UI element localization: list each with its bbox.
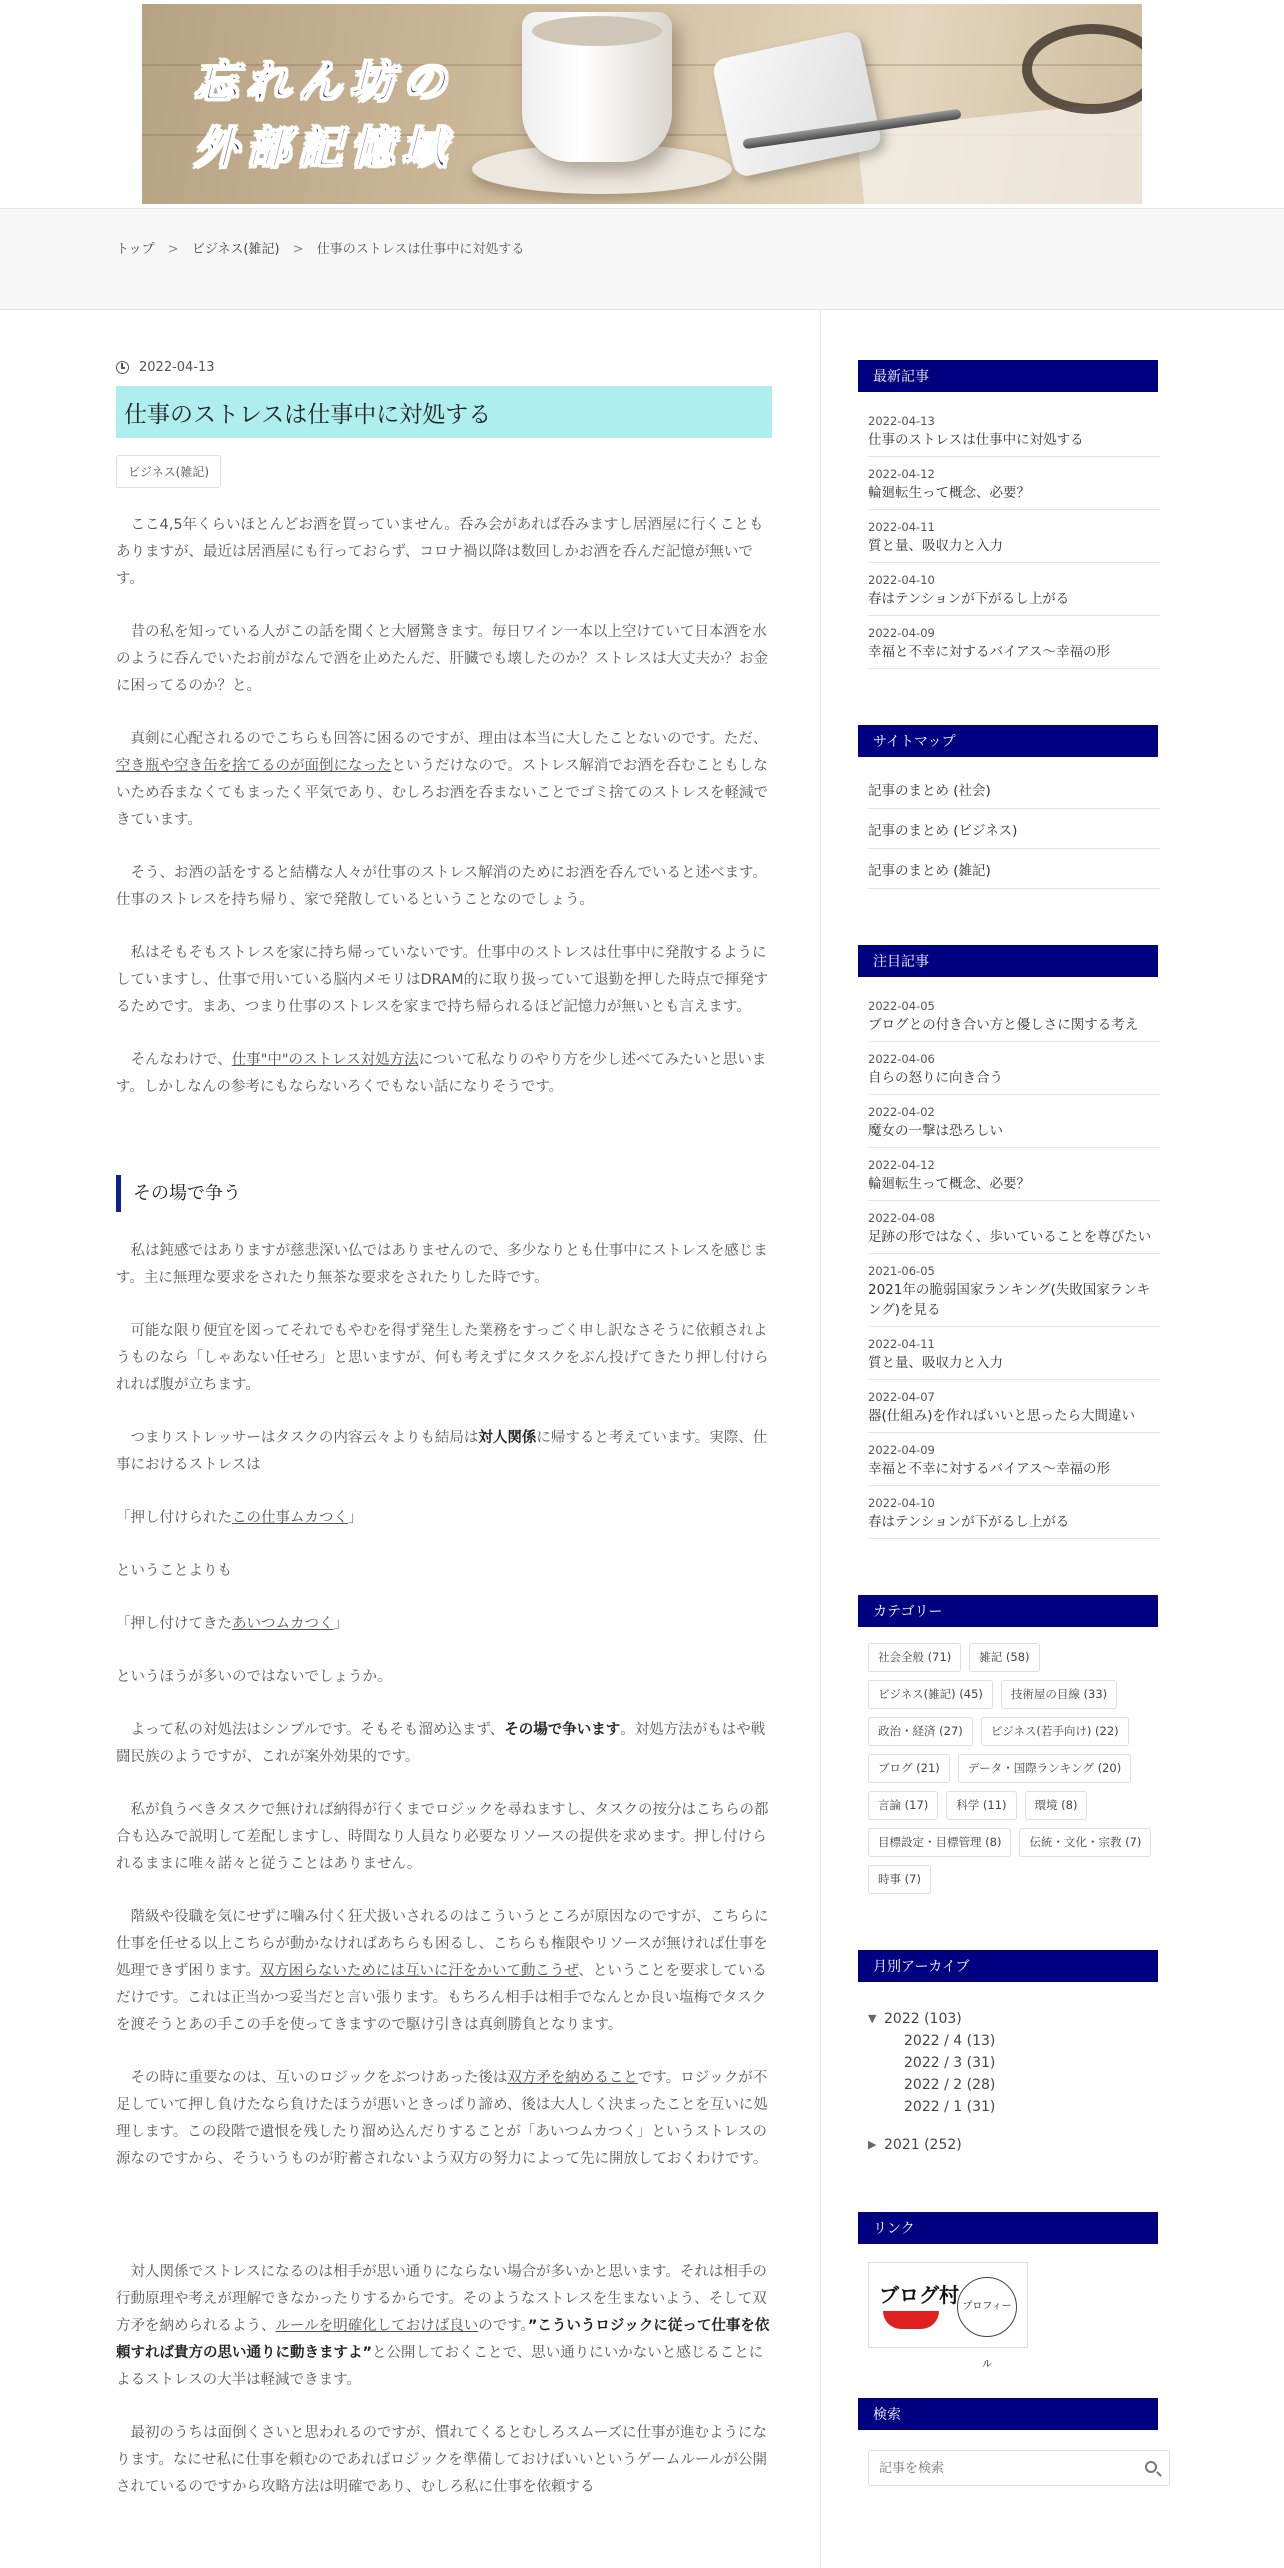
- category-tag[interactable]: ビジネス(若手向け) (22): [981, 1717, 1129, 1746]
- widget-title: 最新記事: [858, 360, 1158, 392]
- column-divider: [820, 310, 821, 2568]
- post-link-item[interactable]: [868, 1201, 1160, 1254]
- paragraph: ここ4,5年くらいほとんどお酒を買っていません。呑み会があれば呑みますし居酒屋に行くこともありますが、最近は居酒屋にも行っておらず、コロナ禍以降は数回しかお酒を呑んだ記憶が無いです。: [116, 517, 764, 587]
- post-link-title[interactable]: 器(仕組み)を作ればいいと思ったら大間違い: [868, 1408, 1136, 1424]
- paragraph: ということよりも: [116, 1563, 232, 1579]
- post-link-item[interactable]: [868, 404, 1160, 457]
- archive-month-link[interactable]: 2022 / 1 (31): [904, 2099, 996, 2115]
- post-date: 2022-04-13: [139, 360, 215, 375]
- paragraph: 最初のうちは面倒くさいと思われるのですが、慣れてくるとむしろスムーズに仕事が進むようになります。なにせ私に仕事を頼むのであればロジックを準備しておけばいいというゲームルールが公開されているのですから攻略方法は明確であり、むしろ私に仕事を依頼する: [116, 2425, 768, 2495]
- section-heading: その場で争う: [116, 1175, 772, 1212]
- coffee-cup-decoration: [522, 12, 672, 162]
- sidebar: [858, 310, 1170, 2486]
- paragraph: 私はそもそもストレスを家に持ち帰っていないです。仕事中のストレスは仕事中に発散するようにしていますし、仕事で用いている脳内メモリはDRAM的に取り扱っていて退勤を押した時点で揮発するためです。まあ、つまり仕事のストレスを家まで持ち帰られるほど記憶力が無いとも言えます。: [116, 945, 769, 1015]
- breadcrumb-bar: [0, 208, 1284, 310]
- post-link-title[interactable]: ブログとの付き合い方と優しさに関する考え: [868, 1017, 1139, 1033]
- underlined-phrase: 双方矛を納めること: [507, 2070, 638, 2086]
- recent-posts-list: [868, 404, 1160, 669]
- sitemap-widget: [858, 725, 1170, 889]
- glasses-decoration: [1022, 24, 1142, 114]
- recent-posts-widget: [858, 360, 1170, 669]
- post-link-date: 2022-04-09: [868, 1443, 935, 1457]
- post-link-title[interactable]: 足跡の形ではなく、歩いていることを尊びたい: [868, 1229, 1152, 1245]
- category-tag[interactable]: 時事 (7): [868, 1865, 931, 1894]
- post-link-date: 2022-04-11: [868, 520, 935, 534]
- category-tag[interactable]: 技術屋の目線 (33): [1001, 1680, 1117, 1709]
- post-link-title[interactable]: 仕事のストレスは仕事中に対処する: [868, 432, 1084, 448]
- archive-month-link[interactable]: 2022 / 3 (31): [904, 2055, 996, 2071]
- category-tag[interactable]: 環境 (8): [1025, 1791, 1088, 1820]
- search-input[interactable]: [869, 2451, 1129, 2485]
- category-tag[interactable]: 雑記 (58): [969, 1643, 1039, 1672]
- category-tag[interactable]: 社会全般 (71): [868, 1643, 961, 1672]
- site-header: [0, 0, 1284, 208]
- bold-phrase: ”こういうロジックに従って仕事を依頼すれば貴方の思い通りに動きますよ”: [116, 2318, 770, 2361]
- underlined-phrase: 仕事"中"のストレス対処方法: [231, 1052, 419, 1068]
- category-tag-list: [868, 1643, 1160, 1894]
- widget-title: 注目記事: [858, 945, 1158, 977]
- archive-month-link[interactable]: 2022 / 2 (28): [904, 2077, 996, 2093]
- bold-phrase: その場で争います: [504, 1722, 621, 1738]
- post-link-item[interactable]: [868, 1254, 1160, 1327]
- post-link-title[interactable]: 春はテンションが下がるし上がる: [868, 1514, 1070, 1530]
- blogmura-badge[interactable]: [868, 2262, 1028, 2370]
- underlined-phrase: あいつムカつく: [232, 1616, 334, 1632]
- category-tag[interactable]: 政治・経済 (27): [868, 1717, 973, 1746]
- widget-title: カテゴリー: [858, 1595, 1158, 1627]
- breadcrumb-separator: >: [292, 242, 304, 257]
- post-link-date: 2022-04-13: [868, 414, 935, 428]
- post-link-item[interactable]: [868, 457, 1160, 510]
- post-link-item[interactable]: [868, 1486, 1160, 1539]
- paragraph: 私は鈍感ではありますが慈悲深い仏ではありませんので、多少なりとも仕事中にストレスを感じます。主に無理な要求をされたり無茶な要求をされたりした時です。: [116, 1243, 768, 1286]
- post-link-date: 2022-04-12: [868, 1158, 935, 1172]
- post-link-date: 2022-04-02: [868, 1105, 935, 1119]
- archive-year-2022[interactable]: ▼ 2022 (103): [868, 2008, 1170, 2030]
- breadcrumb-home[interactable]: トップ: [116, 242, 155, 257]
- post-link-date: 2022-04-10: [868, 1496, 935, 1510]
- underlined-phrase: ルールを明確化しておけば良い: [275, 2318, 479, 2334]
- category-tag[interactable]: 言論 (17): [868, 1791, 938, 1820]
- post-link-title[interactable]: 魔女の一撃は恐ろしい: [868, 1123, 1003, 1139]
- paragraph: よって私の対処法はシンプルです。そもそも溜め込まず、その場で争います。対処方法がもはや戦闘民族のようですが、これが案外効果的です。: [116, 1722, 766, 1765]
- post-link-item[interactable]: [868, 989, 1160, 1042]
- post-link-item[interactable]: [868, 616, 1160, 669]
- paragraph: そう、お酒の話をすると結構な人々が仕事のストレス解消のためにお酒を呑んでいると述べます。仕事のストレスを持ち帰り、家で発散しているということなのでしょう。: [116, 865, 767, 908]
- post-link-title[interactable]: 輪廻転生って概念、必要？: [868, 485, 1030, 501]
- paragraph: 真剣に心配されるのでこちらも回答に困るのですが、理由は本当に大したことないのです。ただ、空き瓶や空き缶を捨てるのが面倒になったというだけなので。ストレス解消でお酒を呑むこともしないため呑まなくてもまったく平気であり、むしろお酒を呑まないことでゴミ捨てのストレスを軽減できています。: [116, 731, 769, 828]
- triangle-down-icon[interactable]: ▼: [868, 2012, 877, 2025]
- post-link-date: 2022-04-11: [868, 1337, 935, 1351]
- category-tag[interactable]: 伝統・文化・宗教 (7): [1019, 1828, 1151, 1857]
- paragraph: というほうが多いのではないでしょうか。: [116, 1669, 392, 1685]
- post-link-date: 2022-04-09: [868, 626, 935, 640]
- search-widget: [858, 2398, 1170, 2486]
- paragraph: 階級や役職を気にせずに噛み付く狂犬扱いされるのはこういうところが原因なのですが、こちらに仕事を任せる以上こちらが動かなければあちらも困るし、こちらも権限やリソースが無ければ仕事を処理できず困ります。双方困らないためには互いに汗をかいて動こうぜ、ということを要求しているだけです。これは正当かつ妥当だと言い張ります。もちろん相手は相手でなんとか良い塩梅でタスクを渡そうとあの手この手を使ってきますので駆け引きは真剣勝負となります。: [116, 1909, 769, 2033]
- profile-circle: プロフィール: [957, 2277, 1017, 2337]
- post-link-date: 2022-04-07: [868, 1390, 935, 1404]
- sitemap-list: [868, 769, 1160, 889]
- post-category-tag[interactable]: ビジネス(雑記): [116, 455, 221, 488]
- quote-line: 「押し付けられたこの仕事ムカつく」: [116, 1510, 363, 1526]
- post-link-item[interactable]: [868, 1042, 1160, 1095]
- site-logo-line2[interactable]: 外部記憶域: [194, 123, 454, 174]
- paragraph: 昔の私を知っている人がこの話を聞くと大層驚きます。毎日ワイン一本以上空けていて日本酒を水のように呑んでいたお前がなんで酒を止めたんだ、肝臓でも壊したのか？ストレスは大丈夫か？お金に困ってるのか？と。: [116, 624, 769, 694]
- post-link-title[interactable]: 2021年の脆弱国家ランキング(失敗国家ランキング)を見る: [868, 1282, 1151, 1318]
- category-tag[interactable]: ビジネス(雑記) (45): [868, 1680, 993, 1709]
- post-link-title[interactable]: 質と量、吸収力と入力: [868, 1355, 1003, 1371]
- widget-title: サイトマップ: [858, 725, 1158, 757]
- post-link-item[interactable]: [868, 1148, 1160, 1201]
- breadcrumb-separator: >: [167, 242, 179, 257]
- paragraph: その時に重要なのは、互いのロジックをぶつけあった後は双方矛を納めることです。ロジックが不足していて押し負けたなら負けたほうが悪いときっぱり諦め、後は大人しく決まったことを互いに処理します。この段階で遺恨を残したり溜め込んだりすることが「あいつムカつく」というストレスの源なのですから、そういうものが貯蓄されないよう双方の努力によって先に開放しておくわけです。: [116, 2070, 768, 2167]
- badge-arc-icon: [883, 2311, 939, 2329]
- post-link-item[interactable]: [868, 1095, 1160, 1148]
- search-icon[interactable]: [1145, 2461, 1157, 2473]
- post-link-date: 2021-06-05: [868, 1264, 935, 1278]
- post-link-title[interactable]: 幸福と不幸に対するバイアス～幸福の形: [868, 644, 1111, 660]
- header-banner[interactable]: [142, 4, 1142, 204]
- post-title: 仕事のストレスは仕事中に対処する: [116, 386, 772, 438]
- underlined-phrase: この仕事ムカつく: [232, 1510, 348, 1526]
- archive-widget: [858, 1950, 1170, 2156]
- post-body: [116, 512, 772, 2501]
- post-link-title[interactable]: 自らの怒りに向き合う: [868, 1070, 1003, 1086]
- post-link-title[interactable]: 春はテンションが下がるし上がる: [868, 591, 1070, 607]
- breadcrumb: [0, 209, 1284, 257]
- sitemap-link[interactable]: 記事のまとめ (雑記): [868, 849, 1160, 889]
- clock-icon: [116, 361, 129, 374]
- post-link-title[interactable]: 質と量、吸収力と入力: [868, 538, 1003, 554]
- category-tag[interactable]: データ・国際ランキング (20): [958, 1754, 1131, 1783]
- featured-posts-list: [868, 989, 1160, 1539]
- sitemap-link[interactable]: 記事のまとめ (ビジネス): [868, 809, 1160, 849]
- sitemap-link[interactable]: 記事のまとめ (社会): [868, 769, 1160, 809]
- categories-widget: [858, 1595, 1170, 1894]
- archive-tree: [868, 2008, 1170, 2156]
- archive-year-2021[interactable]: ▶ 2021 (252): [868, 2134, 1170, 2156]
- post-link-item[interactable]: [868, 1433, 1160, 1486]
- underlined-phrase: 双方困らないためには互いに汗をかいて動こうぜ: [259, 1963, 579, 1979]
- archive-month-link[interactable]: 2022 / 4 (13): [904, 2033, 996, 2049]
- bold-phrase: 対人関係: [478, 1430, 537, 1446]
- post-link-title[interactable]: 輪廻転生って概念、必要？: [868, 1176, 1030, 1192]
- post-date-row: [116, 360, 772, 375]
- widget-title: リンク: [858, 2212, 1158, 2244]
- widget-title: 検索: [858, 2398, 1158, 2430]
- post-link-date: 2022-04-10: [868, 573, 935, 587]
- paper-decoration: [857, 99, 1142, 204]
- post-link-item[interactable]: [868, 1327, 1160, 1380]
- quote-line: 「押し付けてきたあいつムカつく」: [116, 1616, 348, 1632]
- post-link-date: 2022-04-08: [868, 1211, 935, 1225]
- site-logo-line1[interactable]: 忘れん坊の: [194, 57, 454, 108]
- category-tag[interactable]: ブログ (21): [868, 1754, 950, 1783]
- breadcrumb-current: 仕事のストレスは仕事中に対処する: [316, 242, 525, 257]
- phone-decoration: [711, 30, 883, 179]
- breadcrumb-category[interactable]: ビジネス(雑記): [191, 242, 280, 257]
- post-link-item[interactable]: [868, 1380, 1160, 1433]
- archive-months: [868, 2030, 1170, 2118]
- badge-text: ブログ村: [879, 2283, 959, 2307]
- paragraph: 可能な限り便宜を図ってそれでもやむを得ず発生した業務をすっごく申し訳なさそうに依頼されようものなら「しゃあない任せろ」と思いますが、何も考えずにタスクをぶん投げてきたり押し付けられれば腹が立ちます。: [116, 1323, 769, 1393]
- paragraph: つまりストレッサーはタスクの内容云々よりも結局は対人関係に帰すると考えています。実際、仕事におけるストレスは: [116, 1430, 768, 1473]
- main-article: [116, 310, 772, 2527]
- links-widget: [858, 2212, 1170, 2370]
- post-link-item[interactable]: [868, 563, 1160, 616]
- paragraph: そんなわけで、仕事"中"のストレス対処方法について私なりのやり方を少し述べてみたいと思います。しかしなんの参考にもならないろくでもない話になりそうです。: [116, 1052, 767, 1095]
- post-link-item[interactable]: [868, 510, 1160, 563]
- triangle-right-icon[interactable]: ▶: [868, 2138, 877, 2151]
- widget-title: 月別アーカイブ: [858, 1950, 1158, 1982]
- featured-posts-widget: [858, 945, 1170, 1539]
- post-link-title[interactable]: 幸福と不幸に対するバイアス～幸福の形: [868, 1461, 1111, 1477]
- category-tag[interactable]: 目標設定・目標管理 (8): [868, 1828, 1011, 1857]
- underlined-phrase: 空き瓶や空き缶を捨てるのが面倒になった: [116, 758, 392, 774]
- post-link-date: 2022-04-05: [868, 999, 935, 1013]
- post-link-date: 2022-04-12: [868, 467, 935, 481]
- paragraph: 私が負うべきタスクで無ければ納得が行くまでロジックを尋ねますし、タスクの按分はこちらの都合も込みで説明して差配しますし、時間なり人員なり必要なリソースの提供を求めます。押し付けられるままに唯々諾々と従うことはありません。: [116, 1802, 769, 1872]
- paragraph: 対人関係でストレスになるのは相手が思い通りにならない場合が多いかと思います。それは相手の行動原理や考えが理解できなかったりするからです。そのようなストレスを生まないよう、そして双方矛を納められるよう、ルールを明確化しておけば良いのです。”こういうロジックに従って仕事を依頼すれば貴方の思い通りに動きますよ”と公開しておくことで、思い通りにいかないと感じることによるストレスの大半は軽減できます。: [116, 2264, 770, 2388]
- post-link-date: 2022-04-06: [868, 1052, 935, 1066]
- search-box: [868, 2450, 1170, 2486]
- category-tag[interactable]: 科学 (11): [946, 1791, 1016, 1820]
